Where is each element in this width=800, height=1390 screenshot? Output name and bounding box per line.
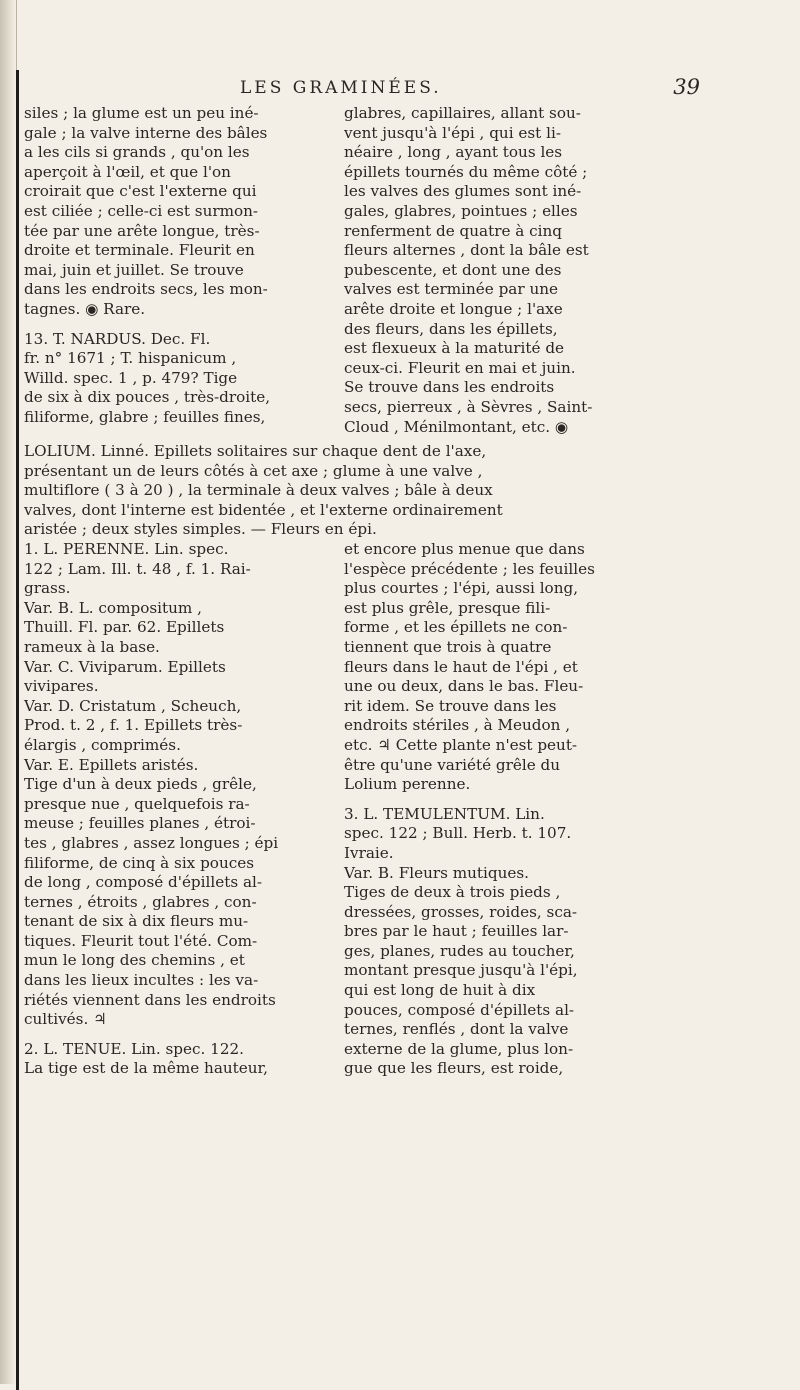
genus-description	[24, 442, 654, 540]
text-line: aristée ; deux styles simples. — Fleurs en épi.	[24, 520, 377, 539]
text-line: dans les lieux incultes : les va-	[24, 971, 259, 990]
text-line: présentant un de leurs côtés à cet axe ; glume à une valve ,	[24, 461, 483, 480]
text-line: ternes , étroits , glabres , con-	[24, 892, 257, 911]
text-line: siles ; la glume est un peu iné-	[24, 104, 259, 122]
paragraph-gap	[344, 795, 654, 805]
text-line: glabres, capillaires, allant sou-	[344, 104, 581, 122]
text-line: Willd. spec. 1 , p. 479? Tige	[24, 368, 238, 387]
text-line: a les cils si grands , qu'on les	[24, 143, 250, 162]
text-line: vent jusqu'à l'épi , qui est li-	[344, 123, 561, 142]
text-line: tée par une arête longue, très-	[24, 221, 260, 240]
text-line: Tige d'un à deux pieds , grêle,	[24, 775, 257, 794]
text-line: ternes, renflés , dont la valve	[344, 1020, 569, 1039]
text-line: filiforme, de cinq à six pouces	[24, 853, 255, 872]
text-line: 13. T. NARDUS. Dec. Fl.	[24, 329, 211, 348]
text-line: et encore plus menue que dans	[344, 540, 585, 558]
text-line: l'espèce précédente ; les feuilles	[344, 559, 595, 578]
text-line: tiques. Fleurit tout l'été. Com-	[24, 931, 258, 950]
text-line: riétés viennent dans les endroits	[24, 990, 276, 1009]
text-line: spec. 122 ; Bull. Herb. t. 107.	[344, 824, 572, 843]
text-line: ges, planes, rudes au toucher,	[344, 941, 575, 960]
text-line: être qu'une variété grêle du	[344, 755, 561, 774]
text-line: renferment de quatre à cinq	[344, 221, 563, 240]
text-line: aperçoit à l'œil, et que l'on	[24, 162, 231, 181]
text-line: etc. ♃ Cette plante n'est peut-	[344, 735, 578, 754]
text-line: rit idem. Se trouve dans les	[344, 696, 557, 715]
right-column-bottom	[344, 540, 654, 1079]
text-line: valves, dont l'interne est bidentée , et l'externe ordinairement	[24, 500, 503, 519]
text-line: endroits stériles , à Meudon ,	[344, 716, 571, 735]
text-line: gales, glabres, pointues ; elles	[344, 201, 578, 220]
text-line: croirait que c'est l'externe qui	[24, 182, 257, 201]
text-line: La tige est de la même hauteur,	[24, 1059, 268, 1078]
text-line: filiforme, glabre ; feuilles fines,	[24, 407, 266, 426]
text-line: de six à dix pouces , très-droite,	[24, 388, 271, 407]
text-line: pouces, composé d'épillets al-	[344, 1000, 575, 1019]
text-line: vivipares.	[24, 677, 99, 696]
text-line: meuse ; feuilles planes , étroi-	[24, 814, 256, 833]
text-line: épillets tournés du même côté ;	[344, 162, 588, 181]
text-line: une ou deux, dans le bas. Fleu-	[344, 677, 584, 696]
text-line: Var. B. Fleurs mutiques.	[344, 863, 529, 882]
left-column-bottom	[24, 540, 332, 1079]
text-line: 122 ; Lam. Ill. t. 48 , f. 1. Rai-	[24, 559, 251, 578]
text-line: grass.	[24, 579, 71, 598]
text-line: Se trouve dans les endroits	[344, 378, 555, 397]
text-line: les valves des glumes sont iné-	[344, 182, 582, 201]
text-line: Ivraie.	[344, 843, 394, 862]
text-line: gale ; la valve interne des bâles	[24, 123, 268, 142]
right-column-top	[344, 104, 654, 437]
text-line: mai, juin et juillet. Se trouve	[24, 260, 244, 279]
text-line: est plus grêle, presque fili-	[344, 598, 551, 617]
text-line: presque nue , quelquefois ra-	[24, 794, 250, 813]
text-line: fr. n° 1671 ; T. hispanicum ,	[24, 349, 237, 368]
text-line: Tiges de deux à trois pieds ,	[344, 883, 561, 902]
text-line: 3. L. TEMULENTUM. Lin.	[344, 804, 545, 823]
text-line: Lolium perenne.	[344, 775, 471, 794]
left-column-top	[24, 104, 332, 428]
text-line: multiflore ( 3 à 20 ) , la terminale à deux valves ; bâle à deux	[24, 481, 493, 500]
page-number: 39	[673, 75, 700, 99]
paragraph-gap	[24, 320, 332, 330]
paragraph-gap	[24, 1030, 332, 1040]
text-line: néaire , long , ayant tous les	[344, 143, 563, 162]
text-line: fleurs dans le haut de l'épi , et	[344, 657, 578, 676]
text-line: forme , et les épillets ne con-	[344, 618, 568, 637]
text-line: des fleurs, dans les épillets,	[344, 319, 558, 338]
text-line: de long , composé d'épillets al-	[24, 873, 262, 892]
text-line: tes , glabres , assez longues ; épi	[24, 833, 279, 852]
text-line: rameux à la base.	[24, 637, 160, 656]
text-line: Thuill. Fl. par. 62. Epillets	[24, 618, 225, 637]
text-line: tiennent que trois à quatre	[344, 637, 552, 656]
text-line: dressées, grosses, roides, sca-	[344, 902, 578, 921]
text-line: élargis , comprimés.	[24, 735, 181, 754]
text-line: externe de la glume, plus lon-	[344, 1039, 574, 1058]
text-line: Prod. t. 2 , f. 1. Epillets très-	[24, 716, 243, 735]
text-line: secs, pierreux , à Sèvres , Saint-	[344, 397, 593, 416]
text-line: fleurs alternes , dont la bâle est	[344, 241, 589, 260]
text-line: qui est long de huit à dix	[344, 981, 536, 1000]
running-head: LES GRAMINÉES.	[240, 78, 442, 98]
text-line: cultivés. ♃	[24, 1010, 107, 1029]
text-line: gue que les fleurs, est roide,	[344, 1059, 564, 1078]
text-line: Var. B. L. compositum ,	[24, 598, 202, 617]
text-line: Var. E. Epillets aristés.	[24, 755, 199, 774]
text-line: Cloud , Ménilmontant, etc. ◉	[344, 417, 569, 436]
text-line: droite et terminale. Fleurit en	[24, 241, 255, 260]
text-line: plus courtes ; l'épi, aussi long,	[344, 579, 579, 598]
text-line: tenant de six à dix fleurs mu-	[24, 912, 249, 931]
text-line: tagnes. ◉ Rare.	[24, 299, 146, 318]
page-edge	[0, 0, 17, 1384]
text-line: 1. L. PERENNE. Lin. spec.	[24, 540, 229, 558]
text-line: dans les endroits secs, les mon-	[24, 280, 268, 299]
text-line: valves est terminée par une	[344, 280, 559, 299]
text-line: montant presque jusqu'à l'épi,	[344, 961, 578, 980]
text-line: est ciliée ; celle-ci est surmon-	[24, 201, 259, 220]
text-line: ceux-ci. Fleurit en mai et juin.	[344, 358, 576, 377]
text-line: est flexueux à la maturité de	[344, 339, 565, 358]
text-line: Var. D. Cristatum , Scheuch,	[24, 696, 242, 715]
text-line: LOLIUM. Linné. Epillets solitaires sur chaque dent de l'axe,	[24, 442, 487, 460]
text-line: arête droite et longue ; l'axe	[344, 299, 563, 318]
text-line: mun le long des chemins , et	[24, 951, 245, 970]
binding-rule	[16, 70, 19, 1390]
text-line: 2. L. TENUE. Lin. spec. 122.	[24, 1039, 244, 1058]
text-line: Var. C. Viviparum. Epillets	[24, 657, 226, 676]
text-line: bres par le haut ; feuilles lar-	[344, 922, 569, 941]
text-line: pubescente, et dont une des	[344, 260, 562, 279]
